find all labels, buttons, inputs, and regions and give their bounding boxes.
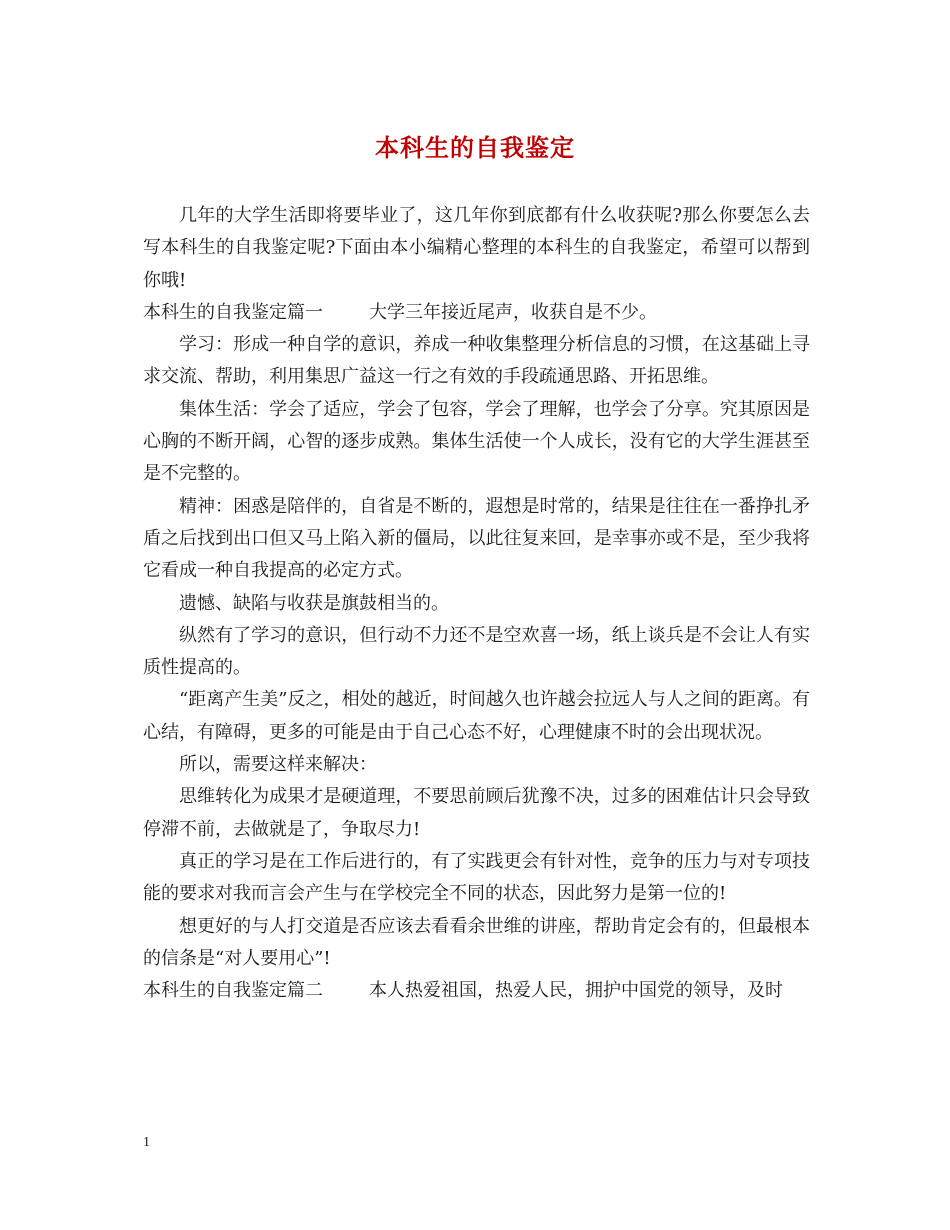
paragraph-solution-2: 真正的学习是在工作后进行的，有了实践更会有针对性，竞争的压力与对专项技能的要求对我而言会产生与在学校完全不同的状态，因此努力是第一位的!: [143, 850, 810, 905]
paragraph-solution-3: 想更好的与人打交道是否应该去看看余世维的讲座，帮助肯定会有的，但最根本的信条是“对人要用心”!: [143, 915, 810, 969]
page-number: 1: [143, 1135, 150, 1150]
paragraph-solution-intro: 所以，需要这样来解决：: [179, 754, 377, 776]
paragraph-spirit: 精神：困惑是陪伴的，自省是不断的，遐想是时常的，结果是往往在一番挣扎矛盾之后找到出口但又马上陷入新的僵局，以此往复来回，是幸事亦或不是，至少我将它看成一种自我提高的必定方式。: [143, 495, 810, 582]
document-body: [143, 200, 810, 1007]
paragraph-group-life: 集体生活：学会了适应，学会了包容，学会了理解，也学会了分享。究其原因是心胸的不断开阔，心智的逐步成熟。集体生活使一个人成长，没有它的大学生涯甚至是不完整的。: [143, 398, 810, 485]
paragraph-solution-1: 思维转化为成果才是硬道理，不要思前顾后犹豫不决，过多的困难估计只会导致停滞不前，去做就是了，争取尽力!: [143, 786, 810, 840]
paragraph-study: 学习：形成一种自学的意识，养成一种收集整理分析信息的习惯，在这基础上寻求交流、帮助，利用集思广益这一行之有效的手段疏通思路、开拓思维。: [143, 334, 810, 388]
document-title: 本科生的自我鉴定: [375, 133, 575, 162]
section-heading-2-lead: 本人热爱祖国，热爱人民，拥护中国党的领导，及时: [369, 980, 783, 1002]
paragraph-distance: “距离产生美”反之，相处的越近，时间越久也许越会拉远人与人之间的距离。有心结，有障碍，更多的可能是由于自己心态不好，心理健康不时的会出现状况。: [143, 689, 810, 743]
section-heading-1-lead: 大学三年接近尾声，收获自是不少。: [369, 301, 657, 323]
section-heading-2: [143, 975, 810, 1007]
section-heading-2-title: 本科生的自我鉴定篇二: [143, 980, 323, 1002]
section-heading-1-title: 本科生的自我鉴定篇一: [143, 301, 323, 323]
paragraph-action: 纵然有了学习的意识，但行动不力还不是空欢喜一场，纸上谈兵是不会让人有实质性提高的。: [143, 624, 810, 679]
intro-paragraph: 几年的大学生活即将要毕业了，这几年你到底都有什么收获呢?那么你要怎么去写本科生的自我鉴定呢?下面由本小编精心整理的本科生的自我鉴定，希望可以帮到你哦!: [143, 205, 810, 291]
paragraph-regrets: 遗憾、缺陷与收获是旗鼓相当的。: [179, 592, 449, 614]
section-heading-1: [143, 297, 810, 329]
